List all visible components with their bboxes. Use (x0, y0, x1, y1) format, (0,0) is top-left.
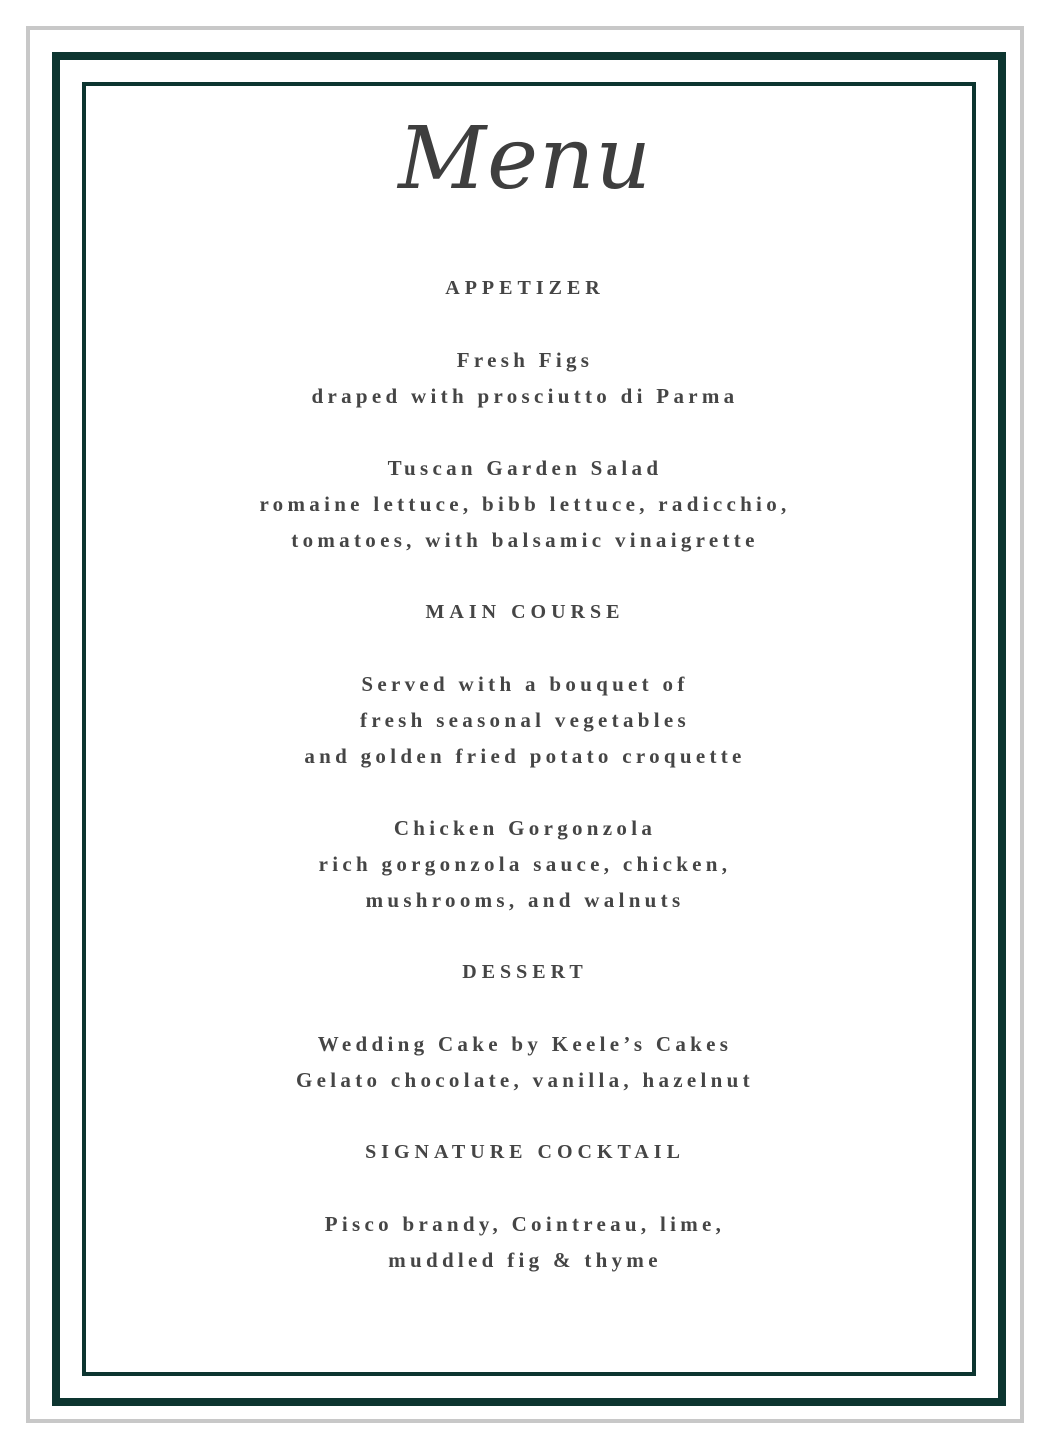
item-desc-chicken-gorgonzola-1: rich gorgonzola sauce, chicken, (318, 852, 732, 876)
section-heading-main-course: MAIN COURSE (425, 601, 625, 623)
item-name-wedding-cake: Wedding Cake by Keele’s Cakes (317, 1032, 733, 1056)
cocktail-desc-2: muddled fig & thyme (388, 1248, 662, 1272)
item-name-fresh-figs: Fresh Figs (456, 348, 594, 372)
main-course-note-1: Served with a bouquet of (361, 672, 689, 696)
item-name-chicken-gorgonzola: Chicken Gorgonzola (393, 816, 657, 840)
item-desc-fresh-figs: draped with prosciutto di Parma (311, 384, 739, 408)
section-heading-signature-cocktail: SIGNATURE COCKTAIL (365, 1141, 685, 1163)
section-heading-appetizer: APPETIZER (445, 277, 605, 299)
cocktail-desc-1: Pisco brandy, Cointreau, lime, (324, 1212, 726, 1236)
main-course-note-2: fresh seasonal vegetables (360, 708, 690, 732)
item-desc-tuscan-salad-2: tomatoes, with balsamic vinaigrette (291, 528, 759, 552)
menu-title: Menu (398, 109, 652, 209)
item-desc-chicken-gorgonzola-2: mushrooms, and walnuts (365, 888, 685, 912)
section-heading-dessert: DESSERT (462, 961, 588, 983)
item-desc-gelato: Gelato chocolate, vanilla, hazelnut (296, 1068, 754, 1092)
item-desc-tuscan-salad-1: romaine lettuce, bibb lettuce, radicchio, (259, 492, 791, 516)
main-course-note-3: and golden fried potato croquette (304, 744, 746, 768)
item-name-tuscan-salad: Tuscan Garden Salad (387, 456, 663, 480)
